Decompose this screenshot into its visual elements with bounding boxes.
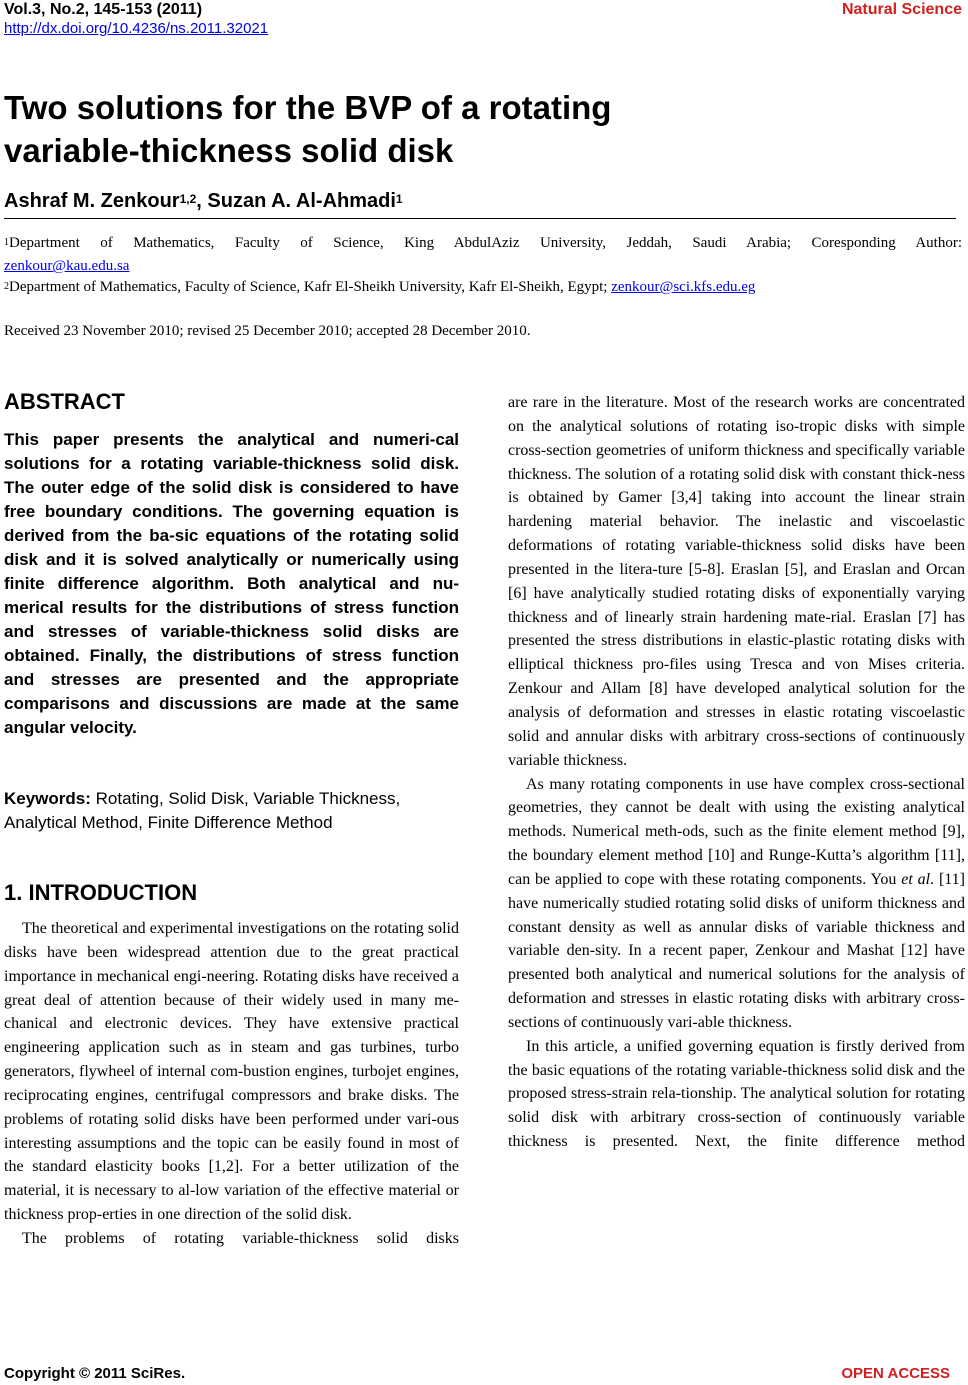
aff2-text: Department of Mathematics, Faculty of Science, Kafr El-Sheikh University, Kafr El-Sheikh, Egypt; [9, 279, 612, 295]
introduction-heading: 1. INTRODUCTION [4, 880, 198, 905]
intro-paragraph-3-etal: et al [901, 870, 931, 888]
title-line-1: Two solutions for the BVP of a rotating [4, 89, 612, 126]
introduction-right-column [508, 391, 965, 1154]
introduction-left-column [4, 917, 459, 1251]
intro-paragraph-2-cont: are rare in the literature. Most of the research works are concentrated on the analytical solutions of rotating iso-tropic disks with simple cross-section geometries of uniform thickness and specifically variable thickness. The solution of a rotating solid disk with constant thick-ness is obtained by Gamer [3,4] taking into account the linear strain hardening material behavior. The inelastic and viscoelastic deformations of rotating variable-thickness solid disks have been presented in the litera-ture [5-8]. Eraslan [5], and Eraslan and Orcan [6] have analytically studied rotating disks of exponentially varying thickness and of linearly strain hardening mate-rial. Eraslan [7] has presented the stress distributions in elastic-plastic rotating disks with elliptical thickness pro-files using Tresca and von Mises criteria. Zenkour and Allam [8] have developed analytical solution for the analysis of deformation and stresses in elastic rotating viscoelastic solid and annular disks with arbitrary cross-sections of continuously variable thickness. [508, 394, 965, 769]
aff1-marker: 1 [4, 237, 9, 248]
title-line-2: variable-thickness solid disk [4, 132, 454, 169]
keywords-text: Rotating, Solid Disk, Variable Thickness, Analytical Method, Finite Difference Method [4, 789, 401, 832]
affiliation-2 [4, 276, 962, 298]
intro-paragraph-1: The theoretical and experimental investigations on the rotating solid disks have been widespread attention due to the great practical importance in mechanical engi-neering. Rotating disks have received a great deal of attention because of their widely used in many me-chanical and electronic devices. They have extensive practical engineering application such as in steam and gas turbines, turbo generators, flywheel of internal com-bustion engines, turbojet engines, reciprocating engines, centrifugal compressors and brake disks. The problems of rotating solid disks have been performed under vari-ous interesting assumptions and the topic can be easily found in most of the standard elasticity books [1,2]. For a better utilization of the material, it is necessary to al-low variation of the effective material or thickness prop-erties in one direction of the solid disk. [4, 920, 459, 1224]
aff1-text: Department of Mathematics, Faculty of Science, King AbdulAziz University, Jeddah, Saudi Arabia; Coresponding Author: [9, 235, 962, 251]
author-list [4, 188, 403, 214]
author-1-affiliation: 1,2 [179, 192, 197, 206]
author-2-affiliation: 1 [395, 192, 403, 206]
intro-paragraph-2-start: The problems of rotating variable-thickness solid disks [22, 1229, 459, 1247]
intro-paragraph-3-a: As many rotating components in use have complex cross-sectional geometries, they cannot be dealt with using the existing analytical methods. Numerical meth-ods, such as the finite element method [9], the boundary element method [10] and Runge-Kutta’s algorithm [11], can be applied to cope with these rotating components. [508, 775, 965, 888]
intro-paragraph-3-b: . [11] have numerically studied rotating solid disks of uniform thickness and constant density as well as annular disks of variable thickness and variable den-sity. In a recent paper, Zenkour and Mashat [12] have presented both analytical and numerical solutions for the analysis of deformation and stresses in elastic rotating disks with arbitrary cross-sections of continuously vari-able thickness. [508, 870, 965, 1031]
keywords-label: Keywords: [4, 789, 91, 808]
affiliation-1 [4, 232, 962, 254]
citation: Vol.3, No.2, 145-153 (2011) [4, 1, 203, 18]
keywords [4, 787, 424, 835]
author-2: Suzan A. Al-Ahmadi [207, 190, 396, 212]
author-separator: , [196, 190, 208, 212]
aff2-email-link[interactable]: zenkour@sci.kfs.edu.eg [611, 279, 756, 295]
received-dates: Received 23 November 2010; revised 25 December 2010; accepted 28 December 2010. [4, 323, 531, 339]
intro-paragraph-4: In this article, a unified governing equation is firstly derived from the basic equations of the rotating variable-thickness solid disk and the proposed stress-strain rela-tionship. The analytical solution for rotating solid disk with arbitrary cross-section of continuously variable thickness is presented. Next, the finite difference method [508, 1037, 965, 1151]
intro-paragraph-3 [508, 773, 965, 1035]
abstract-text: This paper presents the analytical and numeri-cal solutions for a rotating variable-thickness solid disk. The outer edge of the solid disk is considered to have free boundary conditions. The governing equation is derived from the ba-sic equations of the rotating solid disk and it is solved analytically or numerically using finite difference algorithm. Both analytical and nu-merical results for the distributions of stress function and stresses of variable-thickness solid disks are obtained. Finally, the distributions of stress function and stresses are presented and the appropriate comparisons and discussions are made at the same angular velocity. [4, 430, 459, 737]
journal-name: Natural Science [841, 1, 962, 18]
aff2-marker: 2 [4, 281, 9, 292]
aff1-email-link[interactable]: zenkour@kau.edu.sa [4, 258, 130, 274]
paper-title [4, 86, 904, 172]
header-rule [4, 218, 956, 219]
author-1: Ashraf M. Zenkour [4, 190, 180, 212]
open-access-label: OPEN ACCESS [841, 1365, 950, 1382]
abstract-heading: ABSTRACT [4, 389, 125, 414]
doi-link[interactable]: http://dx.doi.org/10.4236/ns.2011.32021 [4, 20, 269, 37]
copyright: Copyright © 2011 SciRes. [4, 1365, 186, 1382]
intro-paragraph-3-you: You [870, 870, 902, 888]
